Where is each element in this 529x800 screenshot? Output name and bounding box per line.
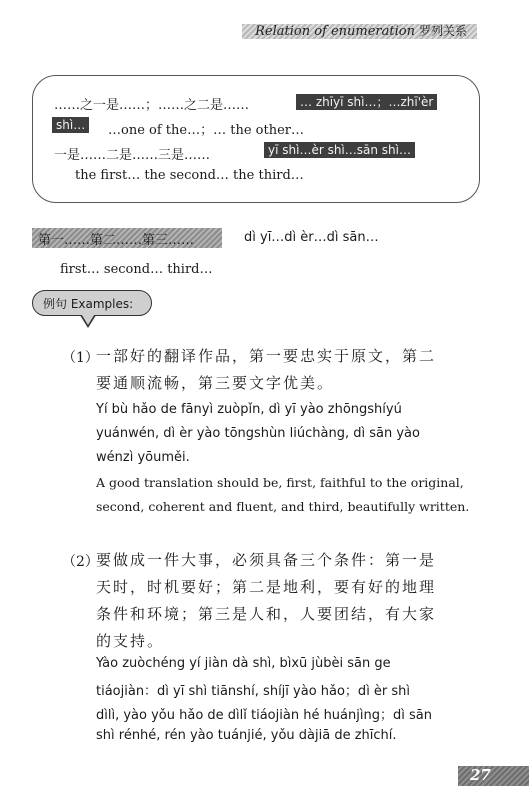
example1-zh-line1: 一部好的翻译作品，第一要忠实于原文，第二 [96, 347, 437, 365]
footer-bar [458, 766, 529, 786]
header-en: Relation of enumeration [255, 24, 415, 39]
example2-py-line2: tiáojiàn：dì yī shì tiānshí, shíjī yào hǎo；dì èr shì [96, 684, 411, 699]
example2-zh-line4: 的支持。 [96, 632, 165, 650]
box-line3-zh: 一是……二是……三是…… [54, 148, 211, 163]
example2-zh-line2: 天时，时机要好；第二是地利，要有好的地理 [96, 578, 437, 596]
bubble-tail-inner [80, 312, 96, 325]
box-line2-py: shì… [52, 118, 89, 133]
examples-label: 例句 Examples: [32, 290, 152, 316]
header-zh: 罗列关系 [418, 24, 467, 38]
example1-en-line1: A good translation should be, first, faithful to the original, [96, 475, 464, 490]
example2-py-line3: dìlì, yào yǒu hǎo de dìlǐ tiáojiàn hé huánjìng；dì sān [96, 708, 432, 723]
section2-en: first… second… third… [60, 262, 213, 277]
example1-number: （1） [62, 350, 99, 366]
box-line2-en: …one of the…；… the other… [108, 123, 304, 138]
example1-py-line1: Yí bù hǎo de fānyì zuòpǐn, dì yī yào zhōngshíyú [96, 402, 402, 417]
example2-zh-line1: 要做成一件大事，必须具备三个条件：第一是 [96, 551, 437, 569]
example1-py-line2: yuánwén, dì èr yào tōngshùn liúchàng, dì sān yào [96, 426, 420, 441]
example2-py-line4: shì rénhé, rén yào tuánjié, yǒu dàjiā de zhīchí. [96, 728, 397, 743]
example1-py-line3: wénzì yōuměi. [96, 450, 190, 465]
page-number: 27 [470, 766, 491, 784]
section2-zh: 第一……第二……第三…… [38, 233, 195, 248]
example2-number: （2） [62, 554, 99, 570]
section2-py: dì yī…dì èr…dì sān… [244, 230, 379, 245]
example1-en-line2: second, coherent and fluent, and third, beautifully written. [96, 499, 470, 514]
example1-zh-line2: 要通顺流畅，第三要文字优美。 [96, 374, 335, 392]
box-line1-zh: ……之一是……；……之二是…… [54, 98, 250, 113]
running-header [255, 22, 467, 39]
box-line3-py: yī shì…èr shì…sān shì… [264, 143, 415, 158]
example2-py-line1: Yào zuòchéng yí jiàn dà shì, bìxū jùbèi sān ge [96, 656, 391, 671]
box-line1-py: … zhīyī shì…；…zhī'èr [296, 93, 437, 110]
box-line4-en: the first… the second… the third… [75, 168, 304, 183]
example2-zh-line3: 条件和环境；第三是人和，人要团结，有大家 [96, 605, 437, 623]
